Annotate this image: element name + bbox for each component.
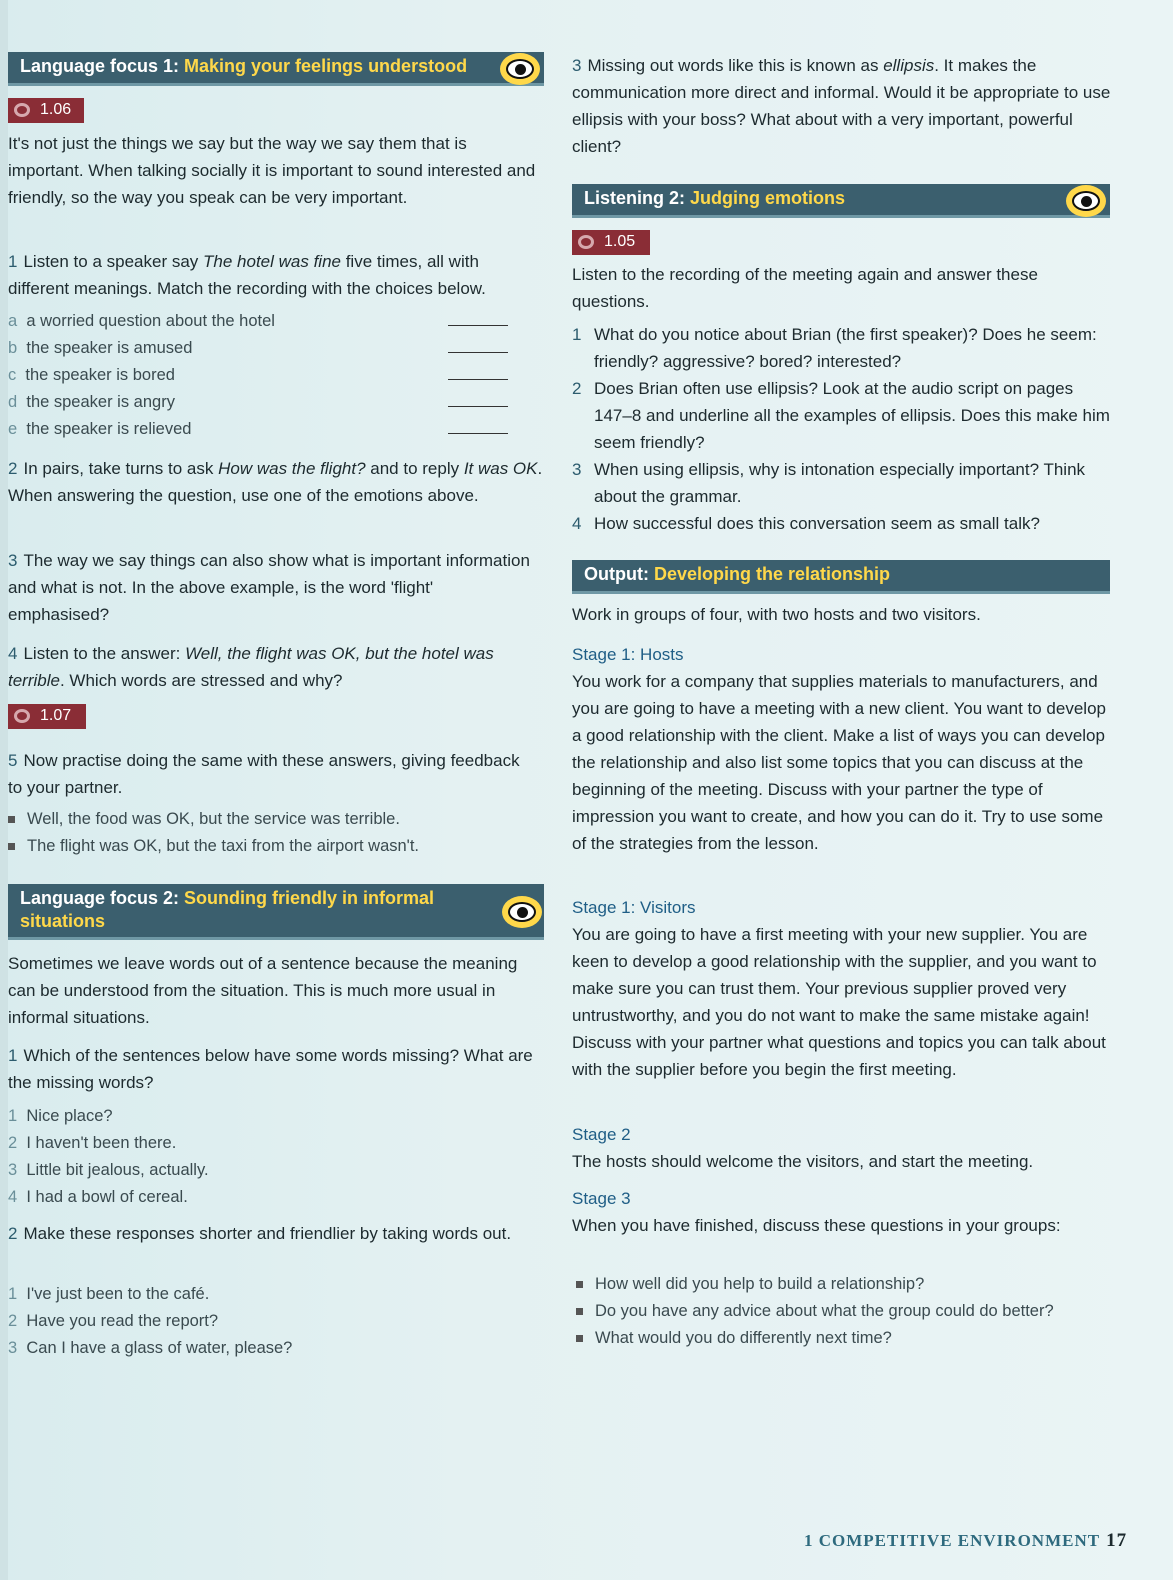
- question-text: How successful does this conversation seem as small talk?: [594, 514, 1040, 533]
- question-item: [572, 510, 1112, 537]
- list-text: Can I have a glass of water, please?: [26, 1339, 293, 1357]
- choice-text: the speaker is bored: [25, 366, 175, 384]
- bullet-text: How well did you help to build a relationship?: [595, 1275, 925, 1293]
- choice-letter: b: [8, 339, 18, 357]
- exercise-1: [8, 248, 543, 302]
- bullet-list: [8, 806, 538, 860]
- list-item: 3 Little bit jealous, actually.: [8, 1161, 209, 1179]
- list-text: I haven't been there.: [26, 1134, 177, 1152]
- bullet-item: [576, 1325, 1116, 1352]
- intro-paragraph: Sometimes we leave words out of a sentence because the meaning can be understood from the situation. This is much more usual in informal situations.: [8, 954, 518, 1027]
- answer-blank[interactable]: [448, 379, 508, 380]
- banner-title: Making your feelings understood: [179, 56, 468, 76]
- choice-list: [8, 308, 528, 443]
- eye-icon: [500, 53, 540, 85]
- bullet-item: [576, 1271, 1116, 1298]
- question-list: [572, 321, 1112, 537]
- choice-letter: e: [8, 420, 18, 438]
- stage-text: The hosts should welcome the visitors, and start the meeting.: [572, 1152, 1034, 1171]
- bullet-icon: [576, 1335, 583, 1342]
- banner-title-line2: situations: [20, 911, 106, 931]
- eye-icon: [1066, 185, 1106, 217]
- audio-track-number: 1.07: [40, 707, 72, 724]
- intro-paragraph: It's not just the things we say but the way we say them that is important. When talking socially it is important to sound interested and friendly, so the way you speak can be very important.: [8, 134, 536, 207]
- listening-2-banner: [572, 184, 1110, 218]
- bullet-item: [576, 1298, 1116, 1325]
- bullet-icon: [8, 816, 15, 823]
- exercise-3: [8, 547, 538, 628]
- stage-heading: Stage 1: Visitors: [572, 898, 696, 917]
- exercise-2: [8, 1220, 543, 1247]
- choice-letter: d: [8, 393, 18, 411]
- language-focus-1-banner: [8, 52, 544, 86]
- page-footer: [804, 1530, 1127, 1552]
- answer-blank[interactable]: [448, 325, 508, 326]
- list-item: 4 I had a bowl of cereal.: [8, 1188, 188, 1206]
- audio-track-badge[interactable]: [572, 230, 650, 255]
- output-intro: Work in groups of four, with two hosts and two visitors.: [572, 605, 981, 624]
- banner-label: Language focus 1:: [20, 56, 180, 76]
- output-banner: [572, 560, 1110, 594]
- exercise-text: five times, all with different meanings. Match the recording with the choices below.: [8, 252, 486, 298]
- exercise-number: 5: [8, 751, 18, 770]
- exercise-text: The way we say things can also show what is important information and what is not. In the above example, is the word 'flight' emphasised?: [8, 551, 530, 624]
- banner-title: Sounding friendly in informal: [179, 888, 435, 908]
- choice-letter: c: [8, 366, 17, 384]
- page-number: 17: [1106, 1530, 1128, 1551]
- list-item: 3 Can I have a glass of water, please?: [8, 1339, 293, 1357]
- stage-1-visitors: [572, 895, 1114, 1083]
- exercise-number: 2: [8, 1224, 18, 1243]
- exercise-number: 3: [572, 56, 582, 75]
- chapter-title: 1 COMPETITIVE ENVIRONMENT: [804, 1531, 1101, 1550]
- exercise-text: and to reply: [365, 459, 464, 478]
- answer-blank[interactable]: [448, 352, 508, 353]
- list-text: Little bit jealous, actually.: [26, 1161, 209, 1179]
- stage-text: You are going to have a first meeting with your new supplier. You are keen to develop a good relationship with the supplier, and you want to make sure you can trust them. Your previous supplier proved very untrustworthy, and you do not want to make the same mistake again! Discuss with your partner what questions and topics you can talk about with the supplier before you begin the first meeting.: [572, 925, 1106, 1079]
- exercise-2: [8, 455, 543, 509]
- stage-heading: Stage 3: [572, 1189, 631, 1208]
- choice-text: the speaker is angry: [26, 393, 175, 411]
- exercise-text: Which of the sentences below have some words missing? What are the missing words?: [8, 1046, 533, 1092]
- sentence-list: [8, 1103, 528, 1211]
- question-item: [572, 321, 1112, 375]
- banner-label: Listening 2:: [584, 188, 686, 208]
- list-text: I've just been to the café.: [26, 1285, 210, 1303]
- answer-blank[interactable]: [448, 406, 508, 407]
- question-number: 2: [572, 379, 582, 398]
- question-text: What do you notice about Brian (the first speaker)? Does he seem: friendly? aggressive? bored? interested?: [594, 325, 1097, 371]
- exercise-text: Now practise doing the same with these answers, giving feedback to your partner.: [8, 751, 520, 797]
- list-text: Have you read the report?: [26, 1312, 219, 1330]
- audio-track-badge[interactable]: [8, 704, 86, 729]
- bullet-item: [8, 833, 538, 860]
- exercise-emphasis: The hotel was fine: [203, 252, 341, 271]
- page-edge: [0, 0, 8, 1580]
- choice-item: [8, 335, 528, 362]
- question-item: [572, 375, 1112, 456]
- banner-label: Language focus 2:: [20, 888, 180, 908]
- choice-text: the speaker is relieved: [26, 420, 192, 438]
- question-item: [572, 456, 1112, 510]
- choice-text: a worried question about the hotel: [26, 312, 275, 330]
- stage-2: [572, 1122, 1114, 1175]
- banner-title: Judging emotions: [685, 188, 846, 208]
- exercise-emphasis: It was OK: [463, 459, 538, 478]
- bullet-icon: [576, 1308, 583, 1315]
- stage-text: You work for a company that supplies materials to manufacturers, and you are going to have a meeting with a new client. You want to develop a good relationship with the client. Make a list of ways you can develop the relationship and also list some topics that you can discuss at the beginning of the meeting. Discuss with your partner the type of impression you want to create, and how you can do it. Try to use some of the strategies from the lesson.: [572, 672, 1106, 853]
- response-list: [8, 1281, 528, 1362]
- bullet-list: [576, 1271, 1116, 1352]
- list-item: 2 I haven't been there.: [8, 1134, 177, 1152]
- list-item: 1 I've just been to the café.: [8, 1285, 210, 1303]
- exercise-5: [8, 747, 538, 801]
- list-text: Nice place?: [26, 1107, 113, 1125]
- exercise-text: Missing out words like this is known as: [587, 56, 884, 75]
- exercise-text: . It makes the communication more direct and informal. Would it be appropriate to use ellipsis with your boss? What about with a very important, powerful client?: [572, 56, 1111, 156]
- exercise-1: [8, 1042, 538, 1096]
- list-text: I had a bowl of cereal.: [26, 1188, 188, 1206]
- exercise-number: 3: [8, 551, 18, 570]
- audio-track-number: 1.05: [604, 233, 636, 250]
- exercise-number: 2: [8, 459, 18, 478]
- choice-item: [8, 389, 528, 416]
- exercise-emphasis: ellipsis: [883, 56, 935, 75]
- question-number: 3: [572, 460, 582, 479]
- exercise-text: . Which words are stressed and why?: [59, 671, 343, 690]
- stage-1-hosts: [572, 642, 1114, 857]
- exercise-emphasis: How was the flight?: [218, 459, 366, 478]
- stage-3: [572, 1186, 1114, 1239]
- bullet-icon: [576, 1281, 583, 1288]
- bullet-item: [8, 806, 538, 833]
- banner-label: Output:: [584, 564, 649, 584]
- exercise-number: 1: [8, 1046, 18, 1065]
- question-text: Does Brian often use ellipsis? Look at the audio script on pages 147–8 and underline all the examples of ellipsis. Does this make him seem friendly?: [594, 379, 1110, 452]
- banner-title: Developing the relationship: [648, 564, 890, 584]
- list-item: 1 Nice place?: [8, 1107, 113, 1125]
- exercise-number: 4: [8, 644, 18, 663]
- exercise-text: Listen to a speaker say: [23, 252, 204, 271]
- exercise-text: Listen to the answer:: [23, 644, 186, 663]
- question-text: When using ellipsis, why is intonation especially important? Think about the grammar.: [594, 460, 1086, 506]
- stage-heading: Stage 1: Hosts: [572, 645, 684, 664]
- list-item: 2 Have you read the report?: [8, 1312, 219, 1330]
- exercise-4: [8, 640, 538, 694]
- exercise-text: . When answering the question, use one of the emotions above.: [8, 459, 543, 505]
- intro-paragraph: Listen to the recording of the meeting again and answer these questions.: [572, 265, 1038, 311]
- exercise-3: [572, 52, 1112, 160]
- stage-heading: Stage 2: [572, 1125, 631, 1144]
- choice-letter: a: [8, 312, 18, 330]
- bullet-text: What would you do differently next time?: [595, 1329, 892, 1347]
- eye-icon: [502, 896, 542, 928]
- bullet-text: The flight was OK, but the taxi from the airport wasn't.: [27, 837, 419, 855]
- audio-track-number: 1.06: [40, 101, 72, 118]
- language-focus-2-banner: [8, 884, 544, 940]
- choice-item: [8, 362, 528, 389]
- choice-text: the speaker is amused: [26, 339, 193, 357]
- exercise-emphasis: Well, the flight was OK, but the hotel was terrible: [8, 644, 494, 690]
- question-number: 1: [572, 325, 582, 344]
- question-number: 4: [572, 514, 582, 533]
- bullet-text: Do you have any advice about what the group could do better?: [595, 1302, 1054, 1320]
- choice-item: [8, 308, 528, 335]
- stage-text: When you have finished, discuss these questions in your groups:: [572, 1216, 1061, 1235]
- exercise-number: 1: [8, 252, 18, 271]
- choice-item: [8, 416, 528, 443]
- audio-track-badge[interactable]: [8, 98, 84, 123]
- bullet-text: Well, the food was OK, but the service was terrible.: [27, 810, 400, 828]
- answer-blank[interactable]: [448, 433, 508, 434]
- exercise-text: In pairs, take turns to ask: [23, 459, 219, 478]
- bullet-icon: [8, 843, 15, 850]
- exercise-text: Make these responses shorter and friendlier by taking words out.: [23, 1224, 512, 1243]
